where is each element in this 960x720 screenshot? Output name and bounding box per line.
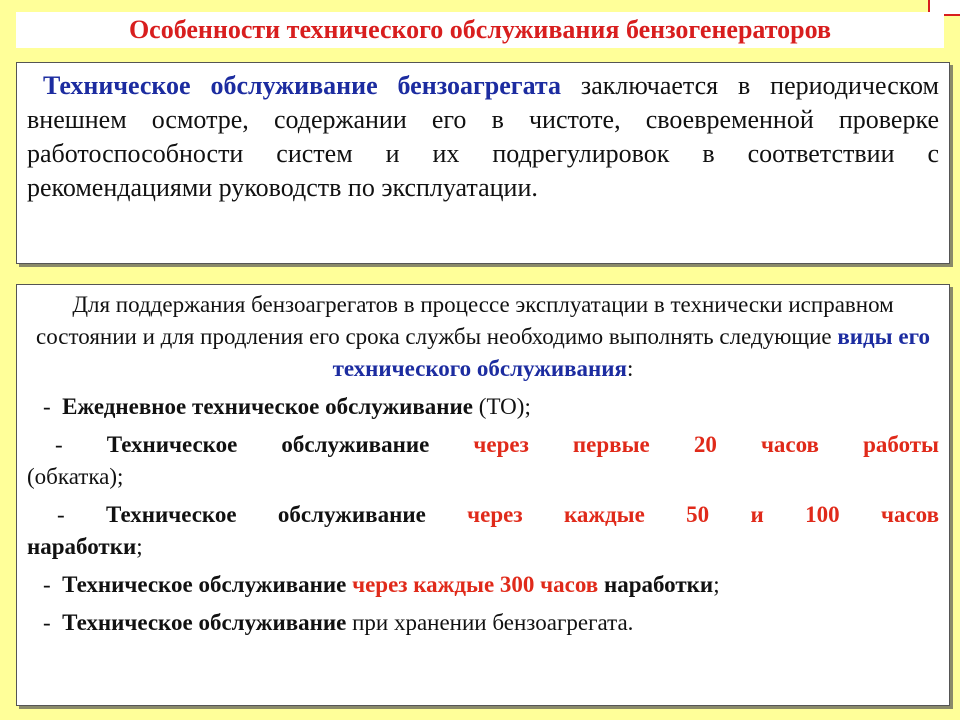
- maintenance-box: [16, 284, 950, 706]
- item-end: ;: [713, 572, 720, 597]
- list-item: [27, 499, 939, 563]
- item-after-text: при хранении бензоагрегата.: [346, 610, 634, 635]
- item-bold-text: Ежедневное техническое обслуживание: [62, 394, 474, 419]
- item-red-text: через каждые 300 часов: [352, 572, 599, 597]
- definition-box: [16, 62, 950, 264]
- list-item: [27, 569, 939, 601]
- intro-highlight: виды его технического обслуживания: [332, 324, 930, 381]
- item-dash: -: [55, 432, 63, 457]
- item-red-text: через первые 20 часов работы: [473, 432, 940, 457]
- slide-title: Особенности технического обслуживания бензогенераторов: [16, 12, 944, 48]
- intro-end: :: [627, 356, 634, 381]
- intro-text: Для поддержания бензоагрегатов в процессе эксплуатации в технически исправном состоянии и для продления его срока службы необходимо выполнять следующие: [36, 292, 894, 349]
- item-dash: -: [43, 610, 51, 635]
- list-item: [27, 391, 939, 423]
- item-bold-text: Техническое обслуживание: [106, 432, 430, 457]
- item-bold-text: Техническое обслуживание: [62, 610, 347, 635]
- definition-term: Техническое обслуживание бензоагрегата: [43, 71, 562, 100]
- item-line: [27, 429, 939, 461]
- maintenance-intro: [27, 289, 939, 385]
- item-after-text: наработки: [27, 534, 137, 559]
- item-red-text: через каждые 50 и 100 часов: [467, 502, 940, 527]
- definition-text: заключается в периодическом внешнем осмотре, содержании его в чистоте, своевременной проверке работоспособности систем и их подрегулировок в соответствии с рекомендациями руководств по эксплуатации.: [27, 71, 940, 202]
- item-after-text: (ТО);: [473, 394, 531, 419]
- item-after-text: наработки: [603, 572, 714, 597]
- definition-paragraph: [27, 69, 939, 205]
- item-line: [27, 499, 939, 531]
- list-item: [27, 607, 939, 639]
- item-dash: -: [57, 502, 65, 527]
- item-bold-text: Техническое обслуживание: [106, 502, 426, 527]
- list-item: [27, 429, 939, 493]
- item-dash: -: [43, 394, 51, 419]
- item-end: ;: [136, 534, 143, 559]
- item-after-text: (обкатка);: [27, 464, 124, 489]
- item-bold-text: Техническое обслуживание: [62, 572, 347, 597]
- item-dash: -: [43, 572, 51, 597]
